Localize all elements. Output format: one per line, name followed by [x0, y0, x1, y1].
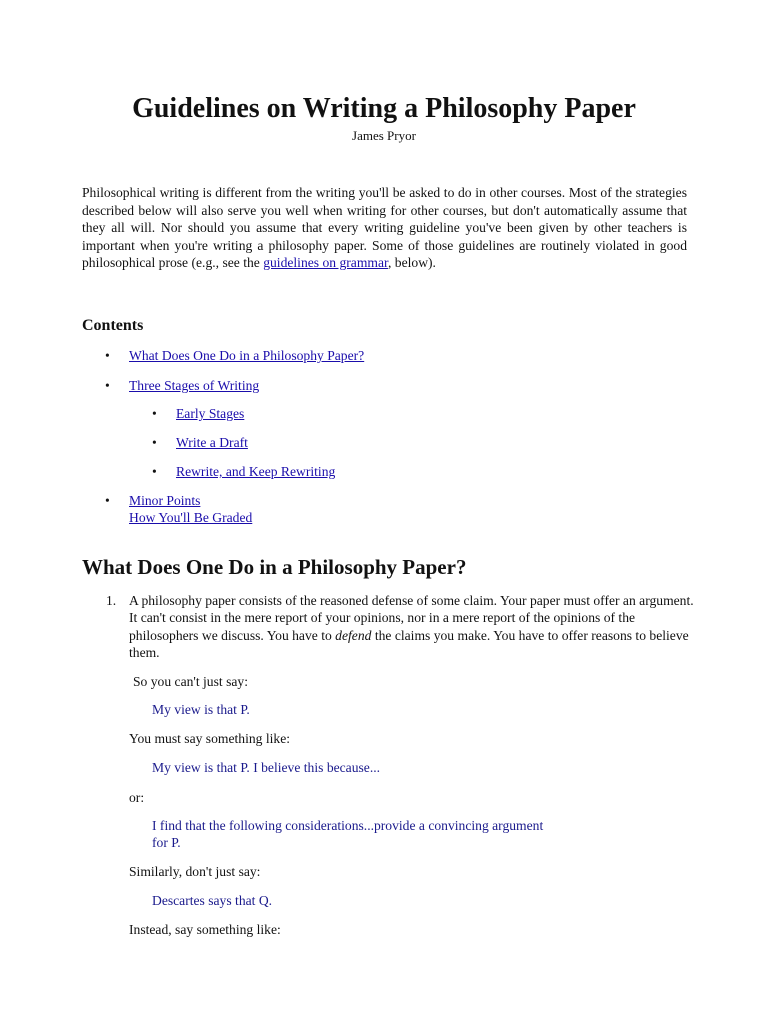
page-title: Guidelines on Writing a Philosophy Paper: [132, 93, 636, 124]
paragraph-text: the claims you make. You have to offer reasons to believe them.: [129, 627, 689, 661]
toc-link-what-does-one-do[interactable]: What Does One Do in a Philosophy Paper?: [129, 348, 365, 363]
bullet-icon: •: [105, 493, 110, 508]
text-line: So you can't just say:: [133, 674, 248, 689]
example-quote: I find that the following considerations...provide a convincing argument: [152, 818, 544, 833]
section-paragraph: [129, 592, 694, 662]
bullet-icon: •: [105, 348, 110, 363]
text-line: You must say something like:: [129, 731, 291, 746]
intro-text-after-link: , below).: [388, 255, 436, 270]
intro-paragraph: [82, 184, 687, 272]
toc-link-rewrite[interactable]: Rewrite, and Keep Rewriting: [176, 464, 336, 479]
bullet-icon: •: [152, 435, 157, 450]
example-quote: Descartes says that Q.: [152, 893, 273, 908]
toc-link-how-graded[interactable]: How You'll Be Graded: [129, 510, 253, 525]
text-line: or:: [129, 790, 145, 805]
list-number: 1.: [106, 593, 117, 608]
contents-heading: Contents: [82, 317, 144, 334]
example-quote: My view is that P.: [152, 702, 250, 717]
text-line: Similarly, don't just say:: [129, 864, 261, 879]
bullet-icon: •: [105, 378, 110, 393]
emphasized-word: defend: [335, 627, 372, 643]
example-quote: My view is that P. I believe this because...: [152, 760, 381, 775]
toc-link-three-stages[interactable]: Three Stages of Writing: [129, 378, 260, 393]
bullet-icon: •: [152, 406, 157, 421]
intro-text-before-link: Philosophical writing is different from the writing you'll be asked to do in other courses. Most of the strategies described below will also serve you well when writing for other courses, but don't automatically assume that they all will. Nor should you assume that every writing guideline you've been given by other teachers is important when you're writing a philosophy paper. Some of those guidelines are routinely violated in good philosophical prose (e.g., see the: [82, 185, 687, 270]
toc-link-write-a-draft[interactable]: Write a Draft: [176, 435, 248, 450]
section-heading: What Does One Do in a Philosophy Paper?: [82, 555, 467, 579]
author-name: James Pryor: [352, 128, 416, 143]
grammar-guidelines-link[interactable]: guidelines on grammar: [263, 255, 388, 270]
text-line: Instead, say something like:: [129, 922, 281, 937]
paragraph-text: A philosophy paper consists of the reasoned defense of some claim. Your paper must offer an argument. It can't consist in the mere report of your opinions, nor in a mere report of the opinions of the philosophers we discuss. You have to: [129, 593, 694, 643]
bullet-icon: •: [152, 464, 157, 479]
toc-link-minor-points[interactable]: Minor Points: [129, 493, 201, 508]
example-quote: for P.: [152, 835, 181, 850]
toc-link-early-stages[interactable]: Early Stages: [176, 406, 245, 421]
